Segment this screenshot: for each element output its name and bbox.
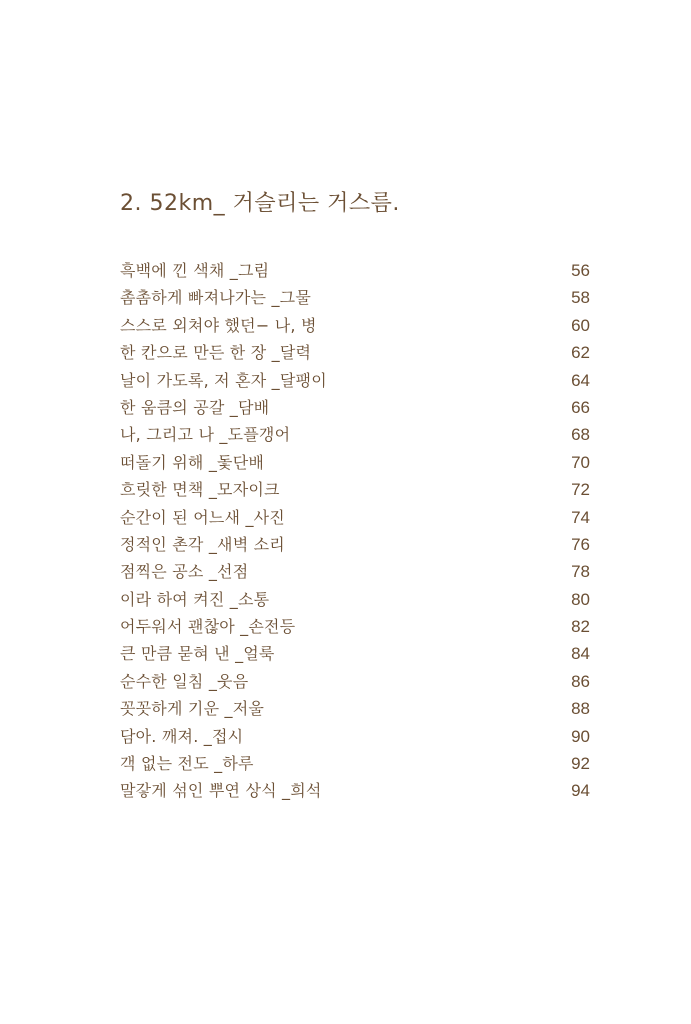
toc-entry-title: 흐릿한 면책 _모자이크 xyxy=(120,480,280,500)
toc-entry-title: 나, 그리고 나 _도플갱어 xyxy=(120,425,291,445)
toc-entry-title: 한 칸으로 만든 한 장 _달력 xyxy=(120,343,312,363)
toc-entry[interactable] xyxy=(120,777,590,804)
toc-entry-title: 점찍은 공소 _선점 xyxy=(120,562,249,582)
toc-entry[interactable] xyxy=(120,421,590,448)
toc-entry-title: 꼿꼿하게 기운 _저울 xyxy=(120,699,265,719)
toc-entry-page: 58 xyxy=(571,288,590,308)
toc-entry-page: 60 xyxy=(571,315,590,335)
toc-entry-title: 담아. 깨져. _접시 xyxy=(120,726,244,746)
toc-entry[interactable] xyxy=(120,640,590,667)
toc-entry-page: 70 xyxy=(571,452,590,472)
toc-entry-page: 94 xyxy=(571,781,590,801)
toc-entry-page: 66 xyxy=(571,397,590,417)
toc-entry-title: 순수한 일침 _웃음 xyxy=(120,671,249,691)
toc-entry-page: 80 xyxy=(571,589,590,609)
toc-entry-title: 순간이 된 어느새 _사진 xyxy=(120,507,285,527)
toc-entry-page: 92 xyxy=(571,754,590,774)
toc-entry-page: 84 xyxy=(571,644,590,664)
toc-entry-title: 이라 하여 켜진 _소통 xyxy=(120,589,270,609)
toc-entry[interactable] xyxy=(120,312,590,339)
toc-entry-title: 스스로 외쳐야 했던− 나, 병 xyxy=(120,315,317,335)
toc-entry[interactable] xyxy=(120,449,590,476)
toc-entry-title: 촘촘하게 빠져나가는 _그물 xyxy=(120,288,311,308)
toc-entry[interactable] xyxy=(120,668,590,695)
toc-entry-page: 72 xyxy=(571,480,590,500)
toc-entry-title: 날이 가도록, 저 혼자 _달팽이 xyxy=(120,370,327,390)
toc-entry-title: 어두워서 괜찮아 _손전등 xyxy=(120,617,296,637)
toc-entry[interactable] xyxy=(120,695,590,722)
toc-entry[interactable] xyxy=(120,367,590,394)
toc-entry-page: 78 xyxy=(571,562,590,582)
toc-entry[interactable] xyxy=(120,257,590,284)
toc-entry[interactable] xyxy=(120,476,590,503)
toc-entry-page: 74 xyxy=(571,507,590,527)
toc-entry[interactable] xyxy=(120,750,590,777)
toc-entry-page: 76 xyxy=(571,534,590,554)
toc-entry[interactable] xyxy=(120,586,590,613)
toc-entry-title: 정적인 촌각 _새벽 소리 xyxy=(120,534,285,554)
toc-entry-page: 56 xyxy=(571,261,590,280)
toc-entry[interactable] xyxy=(120,531,590,558)
toc-entry-title: 말갛게 섞인 뿌연 상식 _희석 xyxy=(120,781,322,801)
toc-entry[interactable] xyxy=(120,613,590,640)
toc-entry[interactable] xyxy=(120,339,590,366)
toc-entry-page: 88 xyxy=(571,699,590,719)
toc-list xyxy=(120,257,590,805)
toc-entry-title: 한 움큼의 공갈 _담배 xyxy=(120,397,270,417)
toc-entry-page: 86 xyxy=(571,671,590,691)
toc-entry[interactable] xyxy=(120,284,590,311)
toc-entry[interactable] xyxy=(120,723,590,750)
toc-entry-page: 62 xyxy=(571,343,590,363)
toc-entry[interactable] xyxy=(120,504,590,531)
toc-entry-title: 흑백에 낀 색채 _그림 xyxy=(120,261,270,280)
toc-entry-page: 82 xyxy=(571,617,590,637)
chapter-title: 2. 52km_ 거슬리는 거스름. xyxy=(120,191,400,216)
toc-entry[interactable] xyxy=(120,394,590,421)
toc-entry-title: 떠돌기 위해 _돛단배 xyxy=(120,452,265,472)
toc-entry-title: 큰 만큼 묻혀 낸 _얼룩 xyxy=(120,644,275,664)
toc-entry[interactable] xyxy=(120,558,590,585)
toc-entry-page: 64 xyxy=(571,370,590,390)
toc-entry-page: 68 xyxy=(571,425,590,445)
toc-entry-title: 객 없는 전도 _하루 xyxy=(120,754,254,774)
toc-entry-page: 90 xyxy=(571,726,590,746)
